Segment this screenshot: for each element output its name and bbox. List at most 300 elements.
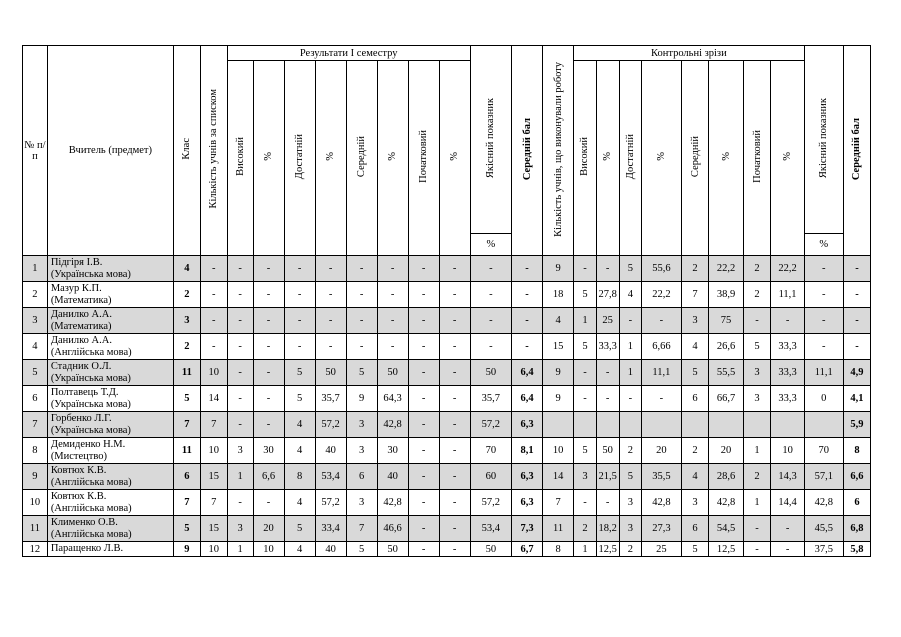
- cell-control: 6,66: [642, 334, 681, 360]
- cell-control: 3: [681, 308, 709, 334]
- cell-control: 5: [743, 334, 771, 360]
- cell-avg2: 5,9: [843, 412, 870, 438]
- header-sem-average: Середній: [346, 61, 377, 256]
- teacher-name: Мазур К.П.: [50, 282, 102, 294]
- cell-semester: 20: [253, 516, 284, 542]
- cell-semester: 1: [227, 542, 253, 557]
- cell-students: -: [200, 282, 227, 308]
- cell-control: 2: [574, 516, 597, 542]
- header-ctrl-initial-pct: %: [771, 61, 804, 256]
- cell-control: 12,5: [709, 542, 743, 557]
- cell-class: 7: [173, 490, 200, 516]
- cell-num: 7: [23, 412, 48, 438]
- teacher-subject: (Англійська мова): [50, 528, 132, 540]
- teacher-name: Полтавець Т.Д.: [50, 386, 119, 398]
- header-ctrl-high: Високий: [574, 61, 597, 256]
- cell-semester: -: [439, 516, 470, 542]
- cell-semester: -: [346, 282, 377, 308]
- cell-wrote: 11: [543, 516, 574, 542]
- teacher-subject: (Українська мова): [50, 398, 131, 410]
- cell-control: -: [574, 256, 597, 282]
- teacher-name: Данилко А.А.: [50, 334, 112, 346]
- cell-students: 15: [200, 464, 227, 490]
- cell-teacher: [47, 360, 173, 386]
- cell-semester: -: [439, 308, 470, 334]
- header-students: Кількість учнів за списком: [200, 46, 227, 256]
- cell-quality: -: [470, 334, 511, 360]
- cell-control: -: [743, 308, 771, 334]
- cell-semester: -: [377, 256, 408, 282]
- cell-control: -: [596, 386, 619, 412]
- table-row: [23, 334, 871, 360]
- cell-class: 3: [173, 308, 200, 334]
- cell-semester: 3: [346, 438, 377, 464]
- cell-control: 3: [743, 386, 771, 412]
- cell-semester: -: [408, 360, 439, 386]
- cell-semester: 30: [253, 438, 284, 464]
- cell-semester: 5: [284, 516, 315, 542]
- table-row: [23, 412, 871, 438]
- table-row: [23, 282, 871, 308]
- cell-semester: -: [253, 256, 284, 282]
- cell-quality: 57,2: [470, 490, 511, 516]
- cell-control: 26,6: [709, 334, 743, 360]
- header-sem-sufficient: Достатній: [284, 61, 315, 256]
- teacher-subject: (Математика): [50, 320, 112, 332]
- teacher-name: Клименко О.В.: [50, 516, 118, 528]
- cell-semester: -: [227, 360, 253, 386]
- teacher-subject: (Англійська мова): [50, 476, 132, 488]
- cell-wrote: [543, 412, 574, 438]
- table-row: [23, 464, 871, 490]
- cell-control: 22,2: [642, 282, 681, 308]
- cell-control: -: [596, 256, 619, 282]
- cell-semester: -: [346, 256, 377, 282]
- cell-semester: -: [439, 334, 470, 360]
- cell-students: 7: [200, 412, 227, 438]
- cell-semester: 6: [346, 464, 377, 490]
- table-row: [23, 490, 871, 516]
- cell-control: 2: [743, 464, 771, 490]
- cell-semester: -: [377, 282, 408, 308]
- cell-control: -: [743, 542, 771, 557]
- cell-avg2: 6,8: [843, 516, 870, 542]
- cell-semester: -: [253, 412, 284, 438]
- header-sem-high: Високий: [227, 61, 253, 256]
- cell-semester: -: [408, 412, 439, 438]
- cell-control: 22,2: [709, 256, 743, 282]
- results-table: [22, 45, 871, 557]
- cell-avg: -: [512, 334, 543, 360]
- cell-quality: 50: [470, 360, 511, 386]
- cell-teacher: [47, 438, 173, 464]
- cell-semester: 4: [284, 490, 315, 516]
- cell-semester: -: [439, 256, 470, 282]
- cell-num: 2: [23, 282, 48, 308]
- cell-students: 10: [200, 438, 227, 464]
- cell-semester: -: [439, 282, 470, 308]
- cell-semester: -: [408, 516, 439, 542]
- cell-semester: 53,4: [315, 464, 346, 490]
- cell-control: 3: [743, 360, 771, 386]
- cell-control: 33,3: [771, 334, 804, 360]
- cell-control: [642, 412, 681, 438]
- cell-wrote: 4: [543, 308, 574, 334]
- header-ctrl-average: Середній: [681, 61, 709, 256]
- table-row: [23, 256, 871, 282]
- cell-control: 14,3: [771, 464, 804, 490]
- cell-semester: 1: [227, 464, 253, 490]
- cell-semester: 42,8: [377, 490, 408, 516]
- cell-semester: 64,3: [377, 386, 408, 412]
- cell-control: 42,8: [709, 490, 743, 516]
- cell-teacher: [47, 542, 173, 557]
- cell-control: -: [771, 308, 804, 334]
- cell-semester: -: [439, 438, 470, 464]
- cell-teacher: [47, 516, 173, 542]
- cell-semester: 3: [346, 412, 377, 438]
- cell-class: 5: [173, 386, 200, 412]
- cell-semester: -: [253, 386, 284, 412]
- cell-semester: 5: [284, 360, 315, 386]
- cell-avg: -: [512, 256, 543, 282]
- cell-control: 55,6: [642, 256, 681, 282]
- cell-num: 4: [23, 334, 48, 360]
- cell-class: 4: [173, 256, 200, 282]
- cell-semester: -: [253, 308, 284, 334]
- cell-semester: -: [284, 334, 315, 360]
- cell-semester: -: [408, 542, 439, 557]
- cell-quality2: -: [804, 334, 843, 360]
- cell-semester: -: [439, 464, 470, 490]
- cell-control: 5: [574, 282, 597, 308]
- teacher-name: Горбенко Л.Г.: [50, 412, 112, 424]
- cell-control: -: [642, 386, 681, 412]
- teacher-name: Демиденко Н.М.: [50, 438, 126, 450]
- cell-wrote: 8: [543, 542, 574, 557]
- cell-semester: -: [227, 256, 253, 282]
- cell-control: 21,5: [596, 464, 619, 490]
- cell-quality2: 0: [804, 386, 843, 412]
- teacher-name: Підгіря І.В.: [50, 256, 103, 268]
- cell-control: -: [574, 386, 597, 412]
- header-num: № п/п: [23, 46, 48, 256]
- cell-semester: 7: [346, 516, 377, 542]
- cell-control: 1: [619, 334, 642, 360]
- cell-control: 2: [743, 256, 771, 282]
- header-sem-high-pct: %: [253, 61, 284, 256]
- cell-class: 9: [173, 542, 200, 557]
- table-row: [23, 360, 871, 386]
- cell-quality2: -: [804, 308, 843, 334]
- header-quality: Якісний показник: [470, 46, 511, 234]
- header-teacher: Вчитель (предмет): [47, 46, 173, 256]
- teacher-subject: (Українська мова): [50, 424, 131, 436]
- cell-semester: -: [227, 282, 253, 308]
- cell-control: 2: [681, 438, 709, 464]
- cell-avg2: 5,8: [843, 542, 870, 557]
- cell-control: 20: [709, 438, 743, 464]
- cell-semester: -: [408, 438, 439, 464]
- cell-semester: -: [227, 308, 253, 334]
- header-sem-initial: Початковий: [408, 61, 439, 256]
- cell-avg2: -: [843, 282, 870, 308]
- cell-control: 2: [743, 282, 771, 308]
- cell-semester: 57,2: [315, 412, 346, 438]
- cell-semester: 50: [315, 360, 346, 386]
- cell-semester: -: [253, 490, 284, 516]
- cell-class: 2: [173, 334, 200, 360]
- cell-quality: -: [470, 282, 511, 308]
- cell-quality2: 57,1: [804, 464, 843, 490]
- cell-quality: 53,4: [470, 516, 511, 542]
- cell-num: 11: [23, 516, 48, 542]
- cell-semester: -: [439, 360, 470, 386]
- cell-semester: -: [408, 256, 439, 282]
- cell-semester: 4: [284, 542, 315, 557]
- cell-num: 5: [23, 360, 48, 386]
- cell-quality2: 37,5: [804, 542, 843, 557]
- cell-semester: 4: [284, 412, 315, 438]
- cell-wrote: 10: [543, 438, 574, 464]
- cell-control: [743, 412, 771, 438]
- cell-teacher: [47, 282, 173, 308]
- cell-students: 15: [200, 516, 227, 542]
- cell-semester: -: [439, 386, 470, 412]
- cell-semester: -: [377, 308, 408, 334]
- teacher-subject: (Українська мова): [50, 268, 131, 280]
- cell-wrote: 9: [543, 360, 574, 386]
- cell-control: 10: [771, 438, 804, 464]
- cell-semester: 9: [346, 386, 377, 412]
- cell-semester: 3: [227, 516, 253, 542]
- cell-semester: -: [439, 490, 470, 516]
- cell-control: [619, 412, 642, 438]
- cell-control: -: [596, 360, 619, 386]
- cell-control: 14,4: [771, 490, 804, 516]
- cell-wrote: 9: [543, 386, 574, 412]
- cell-control: 66,7: [709, 386, 743, 412]
- cell-control: 25: [642, 542, 681, 557]
- cell-teacher: [47, 490, 173, 516]
- cell-class: 7: [173, 412, 200, 438]
- cell-semester: -: [284, 256, 315, 282]
- cell-semester: 10: [253, 542, 284, 557]
- cell-control: 5: [574, 438, 597, 464]
- header-semester-group: Результати I семестру: [227, 46, 470, 61]
- cell-control: -: [619, 308, 642, 334]
- table-header: [23, 46, 871, 256]
- cell-semester: -: [408, 308, 439, 334]
- cell-num: 1: [23, 256, 48, 282]
- cell-semester: -: [284, 282, 315, 308]
- cell-semester: -: [227, 386, 253, 412]
- cell-control: -: [574, 360, 597, 386]
- cell-class: 6: [173, 464, 200, 490]
- cell-control: -: [771, 516, 804, 542]
- cell-avg: 8,1: [512, 438, 543, 464]
- cell-control: 2: [619, 438, 642, 464]
- cell-semester: -: [227, 412, 253, 438]
- cell-control: 4: [681, 334, 709, 360]
- cell-wrote: 15: [543, 334, 574, 360]
- cell-avg: 6,3: [512, 490, 543, 516]
- cell-avg2: -: [843, 308, 870, 334]
- cell-avg2: -: [843, 334, 870, 360]
- cell-avg2: 8: [843, 438, 870, 464]
- cell-avg2: 4,1: [843, 386, 870, 412]
- cell-semester: -: [253, 360, 284, 386]
- cell-control: 1: [574, 542, 597, 557]
- cell-semester: 40: [315, 542, 346, 557]
- header-wrote: Кількість учнів, що виконували роботу: [543, 46, 574, 256]
- cell-control: -: [743, 516, 771, 542]
- cell-students: -: [200, 334, 227, 360]
- cell-quality2: [804, 412, 843, 438]
- cell-semester: 8: [284, 464, 315, 490]
- cell-num: 9: [23, 464, 48, 490]
- cell-semester: -: [408, 464, 439, 490]
- cell-semester: 50: [377, 360, 408, 386]
- table-row: [23, 516, 871, 542]
- cell-control: 42,8: [642, 490, 681, 516]
- cell-avg2: -: [843, 256, 870, 282]
- cell-control: [771, 412, 804, 438]
- cell-control: 2: [619, 542, 642, 557]
- header-ctrl-high-pct: %: [596, 61, 619, 256]
- cell-avg: 6,4: [512, 360, 543, 386]
- cell-semester: -: [284, 308, 315, 334]
- cell-semester: 3: [227, 438, 253, 464]
- header-avg2: Середній бал: [843, 46, 870, 256]
- cell-wrote: 14: [543, 464, 574, 490]
- cell-control: 75: [709, 308, 743, 334]
- cell-num: 6: [23, 386, 48, 412]
- cell-teacher: [47, 334, 173, 360]
- cell-students: 7: [200, 490, 227, 516]
- cell-control: [681, 412, 709, 438]
- header-control-group: Контрольні зрізи: [574, 46, 805, 61]
- cell-quality2: 70: [804, 438, 843, 464]
- cell-num: 10: [23, 490, 48, 516]
- cell-students: 14: [200, 386, 227, 412]
- cell-control: 38,9: [709, 282, 743, 308]
- cell-quality: 35,7: [470, 386, 511, 412]
- cell-class: 11: [173, 360, 200, 386]
- cell-control: 50: [596, 438, 619, 464]
- cell-semester: -: [253, 334, 284, 360]
- cell-avg: 7,3: [512, 516, 543, 542]
- cell-class: 2: [173, 282, 200, 308]
- cell-control: 33,3: [771, 386, 804, 412]
- cell-avg2: 6,6: [843, 464, 870, 490]
- cell-semester: -: [439, 412, 470, 438]
- cell-semester: 50: [377, 542, 408, 557]
- header-quality2: Якісний показник: [804, 46, 843, 234]
- cell-avg2: 6: [843, 490, 870, 516]
- cell-control: 28,6: [709, 464, 743, 490]
- cell-num: 12: [23, 542, 48, 557]
- cell-quality: -: [470, 256, 511, 282]
- cell-semester: 35,7: [315, 386, 346, 412]
- cell-class: 11: [173, 438, 200, 464]
- cell-semester: 40: [377, 464, 408, 490]
- teacher-name: Ковтюх К.В.: [50, 464, 107, 476]
- cell-semester: 46,6: [377, 516, 408, 542]
- cell-control: -: [642, 308, 681, 334]
- cell-quality: 57,2: [470, 412, 511, 438]
- table-row: [23, 386, 871, 412]
- teacher-name: Данилко А.А.: [50, 308, 112, 320]
- cell-semester: -: [315, 256, 346, 282]
- cell-quality2: 42,8: [804, 490, 843, 516]
- cell-semester: 57,2: [315, 490, 346, 516]
- teacher-name: Паращенко Л.В.: [50, 543, 124, 554]
- cell-teacher: [47, 386, 173, 412]
- cell-semester: -: [315, 282, 346, 308]
- header-ctrl-sufficient-pct: %: [642, 61, 681, 256]
- cell-semester: 6,6: [253, 464, 284, 490]
- cell-teacher: [47, 412, 173, 438]
- cell-control: 5: [619, 256, 642, 282]
- cell-semester: -: [253, 282, 284, 308]
- table-row: [23, 438, 871, 464]
- cell-num: 3: [23, 308, 48, 334]
- cell-teacher: [47, 256, 173, 282]
- header-quality-pct: %: [470, 234, 511, 256]
- cell-control: 3: [619, 490, 642, 516]
- cell-control: 1: [743, 490, 771, 516]
- cell-avg: 6,3: [512, 464, 543, 490]
- cell-semester: -: [346, 308, 377, 334]
- cell-students: -: [200, 256, 227, 282]
- cell-control: 4: [619, 282, 642, 308]
- cell-control: 54,5: [709, 516, 743, 542]
- cell-semester: 42,8: [377, 412, 408, 438]
- cell-students: 10: [200, 360, 227, 386]
- cell-quality: 70: [470, 438, 511, 464]
- cell-control: 33,3: [771, 360, 804, 386]
- cell-wrote: 7: [543, 490, 574, 516]
- cell-control: 3: [681, 490, 709, 516]
- cell-semester: -: [408, 282, 439, 308]
- table-row: [23, 542, 871, 557]
- cell-avg: -: [512, 308, 543, 334]
- cell-semester: -: [377, 334, 408, 360]
- cell-semester: -: [315, 334, 346, 360]
- cell-control: 25: [596, 308, 619, 334]
- cell-quality: 50: [470, 542, 511, 557]
- header-sem-sufficient-pct: %: [315, 61, 346, 256]
- cell-control: 1: [743, 438, 771, 464]
- cell-control: -: [596, 490, 619, 516]
- cell-control: 55,5: [709, 360, 743, 386]
- cell-class: 5: [173, 516, 200, 542]
- cell-control: [574, 412, 597, 438]
- cell-semester: -: [408, 386, 439, 412]
- cell-semester: 40: [315, 438, 346, 464]
- cell-semester: 30: [377, 438, 408, 464]
- cell-avg: -: [512, 282, 543, 308]
- cell-control: 35,5: [642, 464, 681, 490]
- cell-wrote: 18: [543, 282, 574, 308]
- cell-quality2: -: [804, 282, 843, 308]
- cell-semester: 5: [346, 542, 377, 557]
- cell-control: 18,2: [596, 516, 619, 542]
- table-row: [23, 308, 871, 334]
- header-sem-initial-pct: %: [439, 61, 470, 256]
- cell-avg: 6,3: [512, 412, 543, 438]
